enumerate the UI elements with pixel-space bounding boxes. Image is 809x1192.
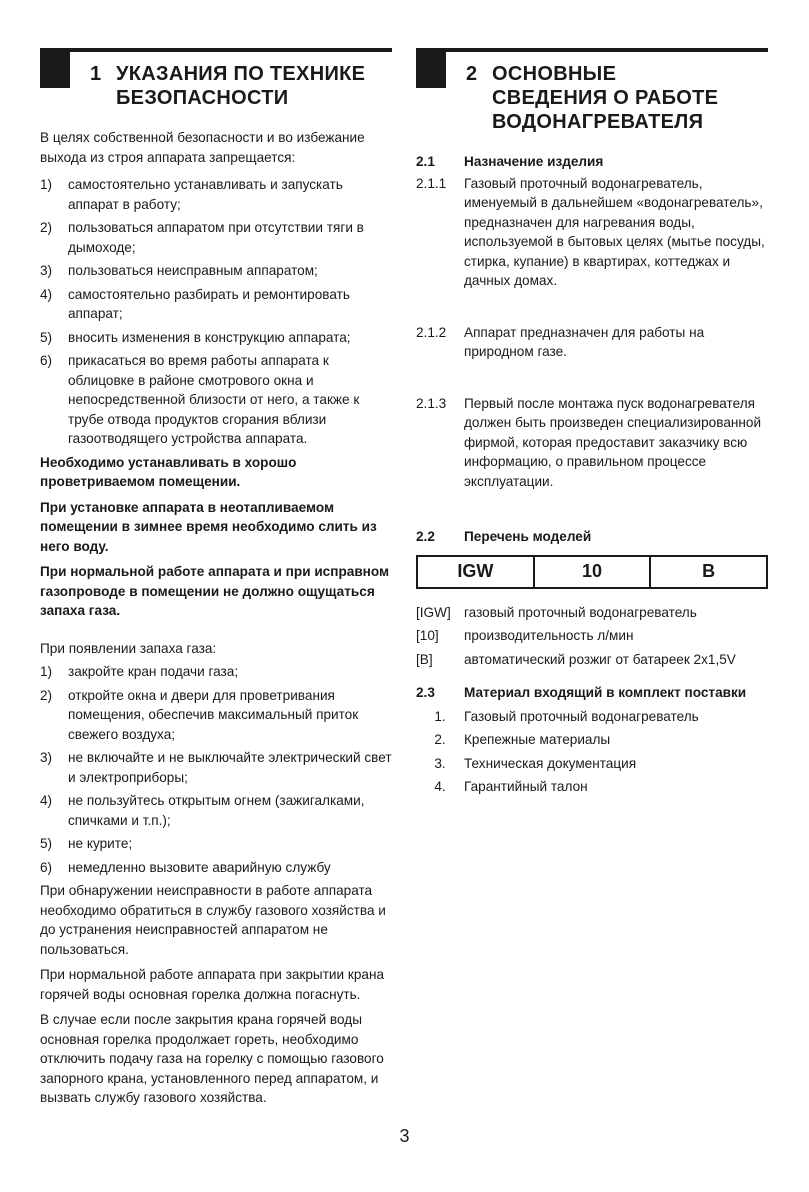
list-item: 6) немедленно вызовите аварийную службу [40,859,331,875]
section-1-title-line2: БЕЗОПАСНОСТИ [116,87,289,109]
section-1-number: 1 [90,63,102,85]
subsection-2-1-3: 2.1.3 Первый после монтажа пуск водонагревателя должен быть произведен специализированной фирмой, которая предоставит заказчику всю информацию, о правильном процессе эксплуатации. [416,395,762,489]
model-code-table [416,555,768,589]
section-2-title-line3: ВОДОНАГРЕВАТЕЛЯ [492,111,704,133]
model-cell-capacity: 10 [535,557,652,587]
subsection-2-2-heading: 2.2 Перечень моделей [416,529,592,544]
legend-row: [B] автоматический розжиг от батареек 2х1,5V [416,651,736,667]
list-item: 5) вносить изменения в конструкцию аппарата; [40,329,351,345]
section-2-number: 2 [466,63,478,85]
list-item: 4) не пользуйтесь открытым огнем (зажигалками, спичками и т.п.); [40,793,365,828]
page-number: 3 [399,1126,410,1146]
list-item: 1. Газовый проточный водонагреватель [434,708,699,724]
list-item: 2) пользоваться аппаратом при отсутствии тяги в дымоходе; [40,220,364,255]
list-item: 1) закройте кран подачи газа; [40,664,239,679]
left-column [40,48,392,1108]
gas-smell-steps [40,662,392,877]
paragraph-burner-still-on: В случае если после закрытия крана горячей воды основная горелка продолжает гореть, необходимо отключить подачу газа на горелку с помощью газового запорного крана, установленного перед аппаратом, и вызвать службу газового хозяйства. [40,1012,384,1105]
list-item: 4. Гарантийный талон [434,779,588,794]
section-1-title-line1: УКАЗАНИЯ ПО ТЕХНИКЕ [116,63,366,85]
list-item: 3. Техническая документация [434,755,637,771]
list-item: 5) не курите; [40,836,133,851]
section-marker-block [40,52,70,88]
list-item: 3) не включайте и не выключайте электрический свет и электроприборы; [40,750,392,785]
list-item: 1) самостоятельно устанавливать и запускать аппарат в работу; [40,177,343,212]
section-2-title-line2: СВЕДЕНИЯ О РАБОТЕ [492,87,719,109]
right-column [416,48,768,801]
list-item: 2) откройте окна и двери для проветривания помещения, обеспечив максимальный приток свежего воздуха; [40,687,359,742]
legend-row: [10] производительность л/мин [416,628,634,643]
section-1-header [40,48,392,152]
bold-note-ventilation: Необходимо устанавливать в хорошо проветриваемом помещении. [40,454,297,489]
subsection-2-1-1: 2.1.1 Газовый проточный водонагреватель, именуемый в дальнейшем «водонагреватель», предназначен для нагревания воды, используемой в бытовых целях (мытье посуды, стирка, купание) в квартирах, коттеджах и дачных домах. [416,175,765,288]
list-item: 4) самостоятельно разбирать и ремонтировать аппарат; [40,286,350,321]
legend-row: [IGW] газовый проточный водонагреватель [416,604,697,620]
subsection-2-1-2: 2.1.2 Аппарат предназначен для работы на природном газе. [416,324,705,359]
list-item: 2. Крепежные материалы [434,732,611,747]
section-1-title [90,62,365,110]
model-legend [416,603,768,670]
safety-intro: В целях собственной безопасности и во избежание выхода из строя аппарата запрещается: [40,130,365,165]
bold-note-gas-smell: При нормальной работе аппарата и при исправном газопроводе в помещении не должно ощущаться запаха газа. [40,564,390,618]
prohibitions-list [40,175,392,449]
bold-note-winter: При установке аппарата в неотапливаемом помещении в зимнее время необходимо слить из него воду. [40,499,377,554]
section-2-title-line1: ОСНОВНЫЕ [492,63,617,85]
paragraph-malfunction: При обнаружении неисправности в работе аппарата необходимо обратиться в службу газового хозяйства и до устранения неисправностей аппаратом не пользоваться. [40,883,386,957]
section-marker-block [416,52,446,88]
subsection-2-1-heading: 2.1 Назначение изделия [416,154,604,169]
section-2-header [416,48,768,152]
subsection-2-3-heading: 2.3 Материал входящий в комплект поставки [416,685,747,700]
paragraph-burner-off: При нормальной работе аппарата при закрытии крана горячей воды основная горелка должна погаснуть. [40,967,385,1002]
list-item: 3) пользоваться неисправным аппаратом; [40,263,318,278]
model-cell-ignition: B [702,561,716,581]
list-item: 6) прикасаться во время работы аппарата к облицовке в районе смотрового окна и непосредственной близости от него, а также к трубе отвода продуктов сгорания вблизи газоотводящего устройства аппарата. [40,353,360,446]
gas-smell-intro: При появлении запаха газа: [40,640,217,656]
model-cell-igw: IGW [418,557,535,587]
supply-list [416,707,768,797]
section-2-title [466,62,718,134]
